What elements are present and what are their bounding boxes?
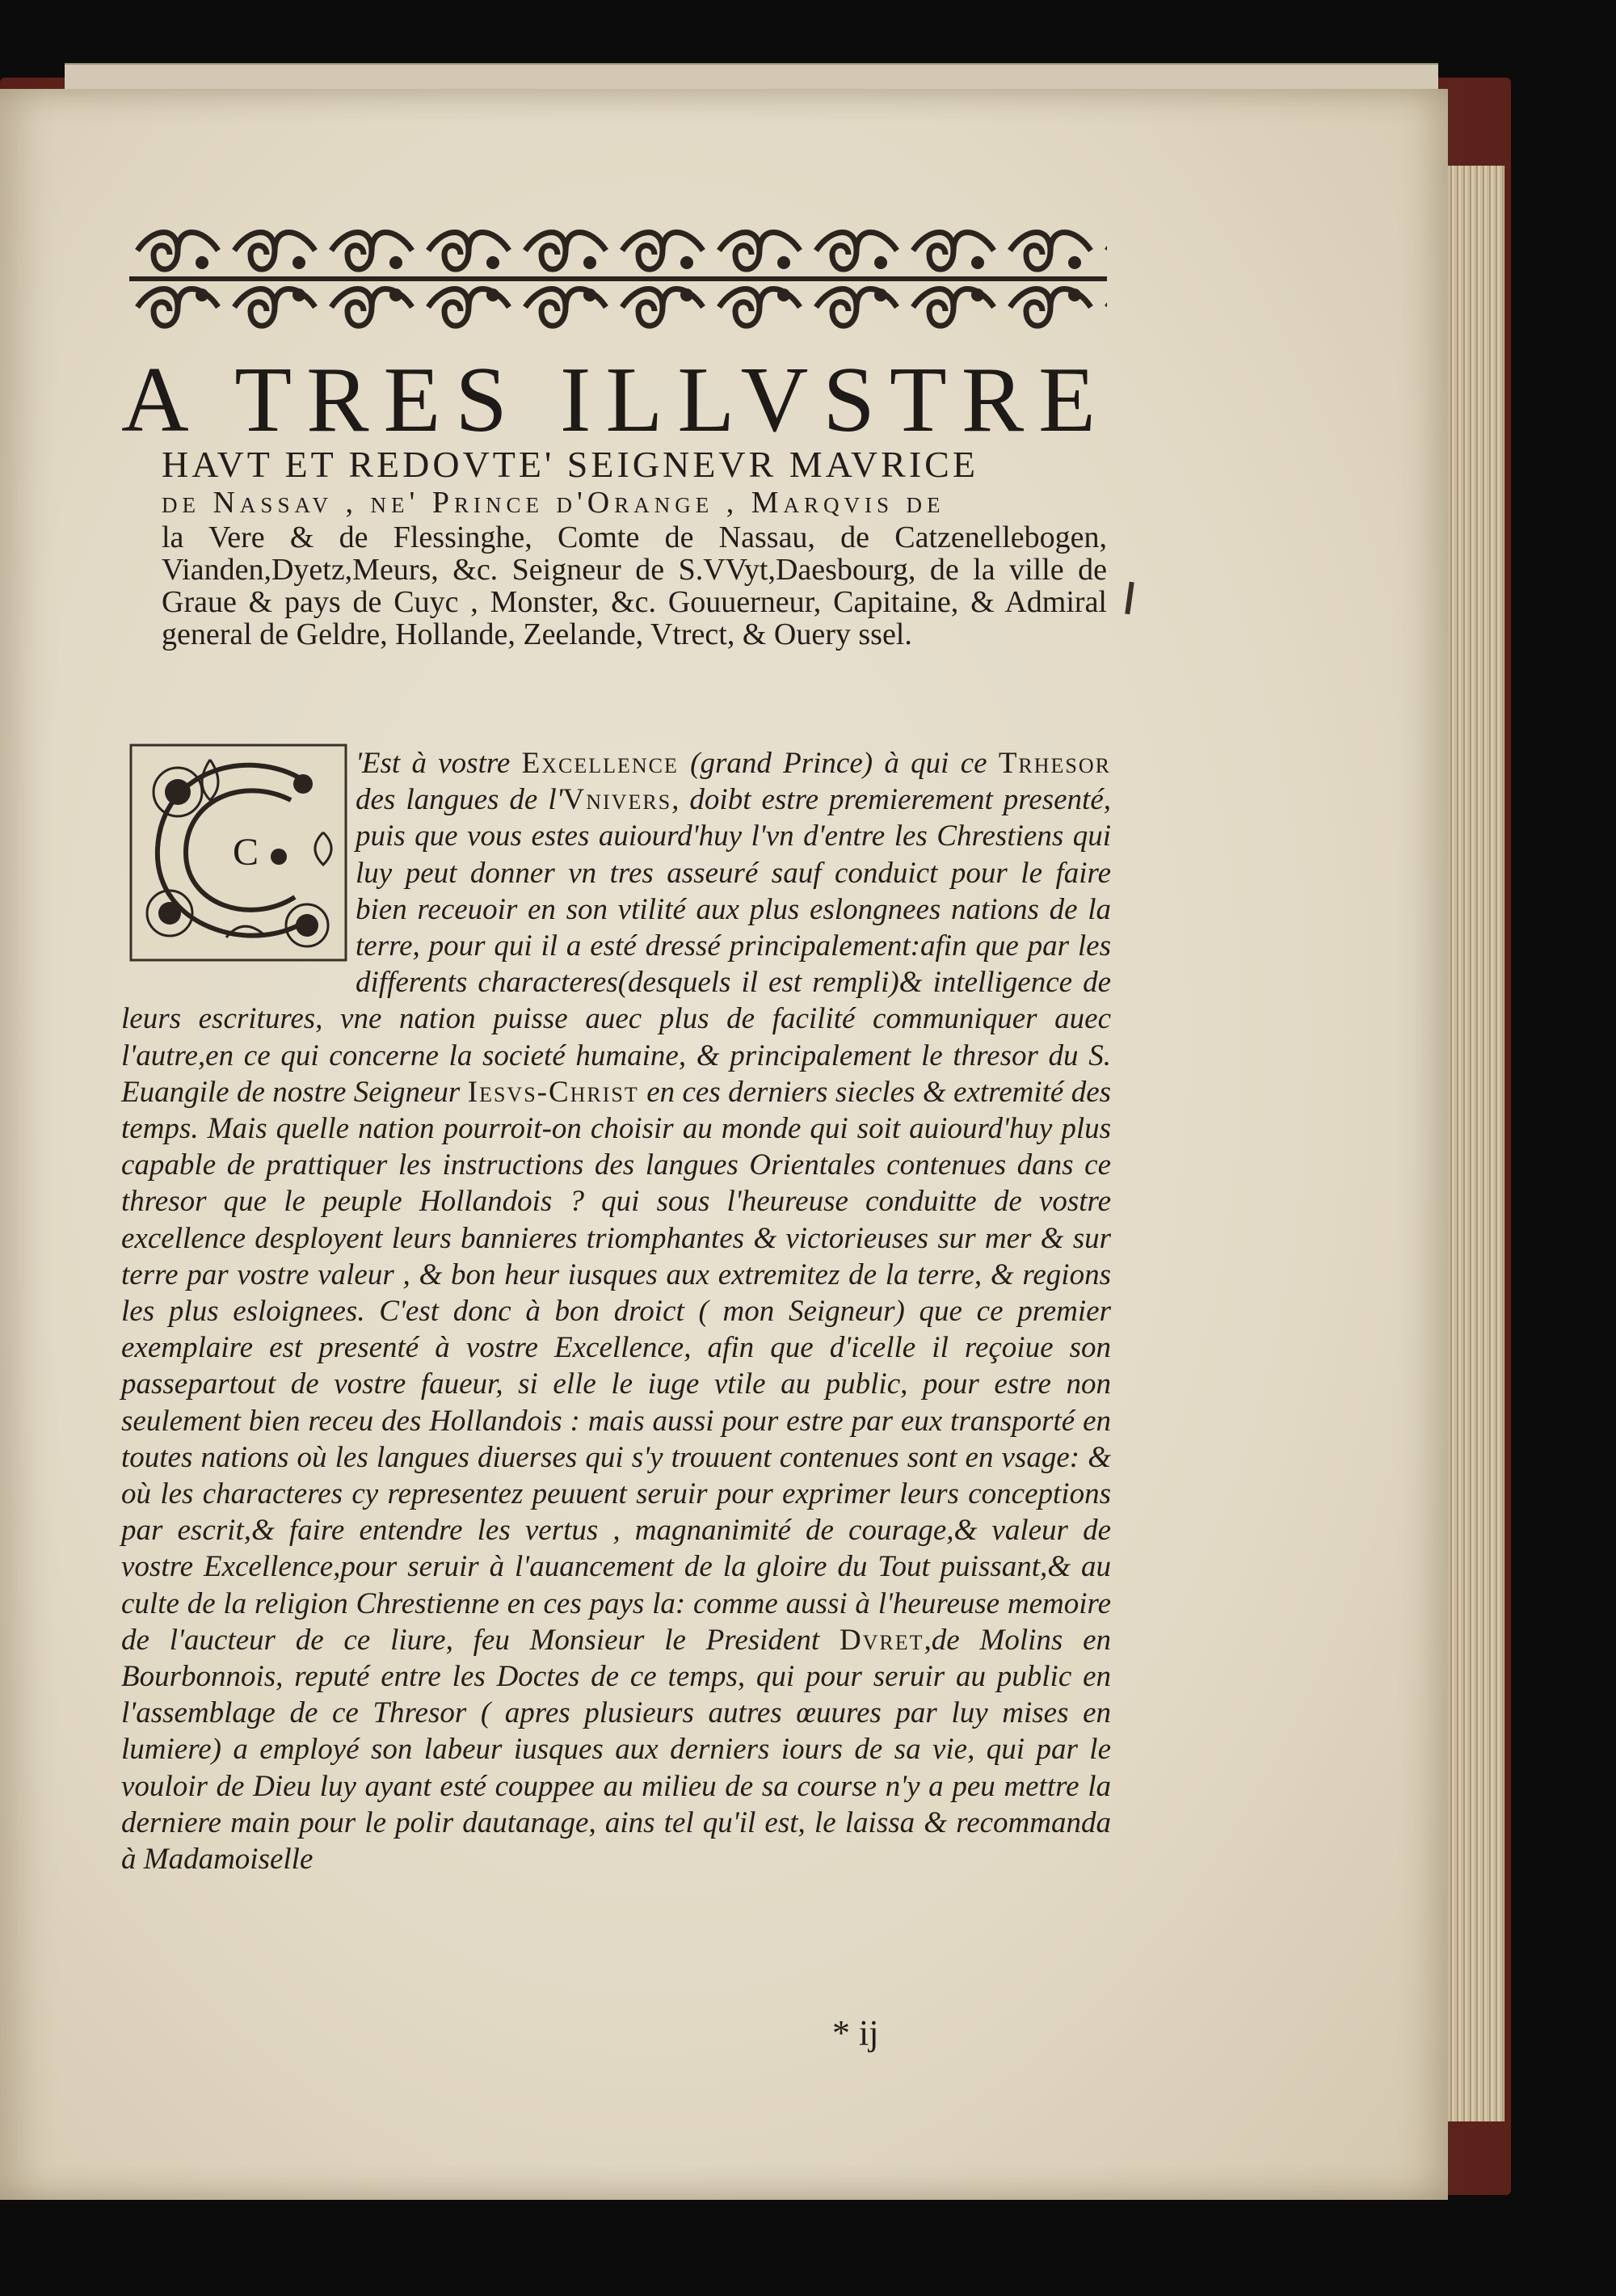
ornamental-headpiece: [129, 218, 1107, 339]
body-text-4: , doibt estre premierement presenté, puis que vous estes auiourd'huy l'vn d'entre les Chrestiens qui luy peut donner vn tres asseuré sauf conduict pour le faire bien receuoir en son vtilité aux plus eslongnees nations de la terre, pour qui il a esté dressé principalement:afin que par les differents characteres(desquels il est rempli)& intelligence de leurs escritures, vne nation puisse auec plus de facilité communiquer auec l'autre,en ce qui concerne la societé humaine, & principalement le thresor du S. Euangile de nostre Seigneur: [121, 783, 1111, 1109]
drop-cap-letter: C: [233, 831, 259, 874]
body-text-5: en ces derniers siecles & extremité des temps. Mais quelle nation pourroit-on choisir au monde qui soit auiourd'huy plus capable de prattiquer les instructions des langues Orientales contenues dans ce thresor que le peuple Hollandois ? qui sous l'heureuse conduitte de vostre excellence desployent leurs bannieres triomphantes & victorieuses sur mer & sur terre par vostre valeur , & bon heur iusques aux extremitez de la terre, & regions les plus esloignees. C'est donc à bon droict ( mon Seigneur) que ce premier exemplaire est presenté à vostre Excellence, afin que d'icelle il reçoiue son passepartout de vostre faueur, si elle le iuge vtile au public, pour estre non seulement bien receu des Hollandois : mais aussi pour estre par eux transporté en toutes nations où les langues diuerses qui s'y trouuent contenues sont en vsage: & où les characteres cy representez peuuent seruir pour exprimer leurs conceptions par escrit,& faire entendre les vertus , magnanimité de courage,& valeur de vostre Excellence,pour seruir à l'auancement de la gloire du Tout puissant,& au culte de la religion Chrestienne en ces pays la: comme aussi à l'heureuse memoire de l'aucteur de ce liure, feu Monsieur le President: [121, 1075, 1112, 1657]
body-smallcaps-2: Trhesor: [998, 747, 1112, 780]
dedication-subtitle: HAVT ET REDOVTE' SEIGNEVR MAVRICE: [162, 444, 978, 485]
body-smallcaps-5: Dvret: [839, 1623, 924, 1657]
dedication-body: [121, 745, 1111, 1877]
signature-mark: * ij: [832, 2013, 879, 2053]
body-text-3: des langues de l': [356, 783, 563, 817]
dedication-title: A TRES ILLVSTRE: [121, 348, 1110, 452]
body-smallcaps-1: Excellence: [521, 747, 679, 780]
page-edges: [1446, 166, 1504, 2121]
body-text-1: 'Est à vostre: [356, 747, 511, 780]
body-smallcaps-3: Vnivers: [562, 783, 672, 817]
dedicatee-titles: la Vere & de Flessinghe, Comte de Nassau, de Catzenellebogen, Vianden,Dyetz,Meurs, &c. Seigneur de S.VVyt,Daesbourg, de la ville de Graue & pays de Cuyc , Monster, &c. Gouuerneur, Capitaine, & Admiral general de Geldre, Hollande, Zeelande, Vtrect, & Ouery ssel.: [162, 520, 1107, 651]
initial-spacer: [121, 745, 356, 988]
body-text-6: ,de Molins en Bourbonnois, reputé entre les Doctes de ce temps, qui pour seruir au public en l'assemblage de ce Thresor ( apres plusieurs autres œuures par luy mises en lumiere) a employé son labeur iusques aux derniers iours de sa vie, qui par le vouloir de Dieu luy ayant esté couppee au milieu de sa course n'y a peu mettre la derniere main pour le polir dautanage, ains tel qu'il est, le laissa & recommanda à Madamoiselle: [121, 1623, 1112, 1877]
body-text-2: (grand Prince) à qui ce: [690, 747, 987, 780]
body-smallcaps-4: Iesvs-Christ: [467, 1075, 639, 1109]
dedicatee-name: de Nassav , ne' Prince d'Orange , Marqvis de: [162, 486, 945, 520]
